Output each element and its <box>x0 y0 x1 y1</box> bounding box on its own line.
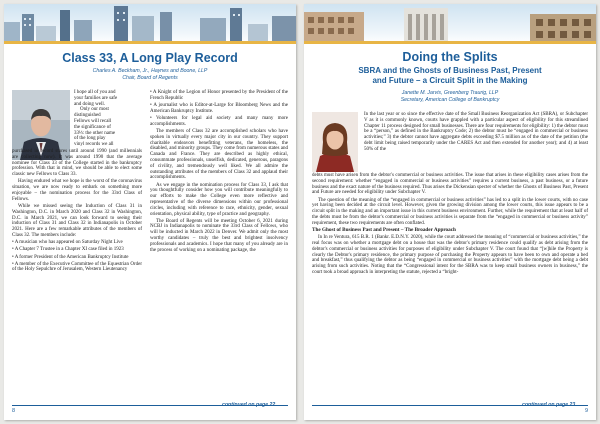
bullet-item: • A Chapter 7 Trustee in a Chapter XI case filed in 1923 <box>12 247 124 253</box>
article-byline <box>4 68 296 82</box>
paragraph: purchased in record stores until around 1990 (and millennials are collecting now). It was around 1990 that the average nominee for Class 33 of the College started in the bankruptcy profession. With that in mind, we should be able to elect some classic new Fellows to Class 33. <box>12 149 142 178</box>
wrap-line: vinyl records we all <box>74 142 114 148</box>
paragraph: The Board of Regents will be meeting October 6, 2021 during NCBJ in Indianapolis to nominate the 33rd Class of Fellows, who will be inducted in March 2022 in Denver. We admit only the most worthy candidates – truly the best and brightest insolvency professionals and academics. I hope that many of you already are in the process of working on a nominating package, the <box>150 218 288 253</box>
subtitle-line: and Future – a Circuit Split in the Making <box>372 76 528 85</box>
bullet-item: • A journalist who is Editor-at-Large for Bloomberg News and the American Bankruptcy Institute. <box>150 102 288 114</box>
article-subtitle <box>304 66 596 86</box>
wrap-line: Fellows will recall <box>74 118 112 124</box>
article-title: Doing the Splits <box>402 50 498 64</box>
skyline-illustration <box>4 4 296 44</box>
footer-rule <box>312 405 588 406</box>
article-title: Class 33, A Long Play Record <box>62 51 238 65</box>
left-column-2 <box>150 90 288 255</box>
footer-rule <box>12 405 288 406</box>
subtitle-line: SBRA and the Ghosts of Business Past, Present <box>358 66 542 75</box>
building-banner <box>304 4 596 44</box>
bullet-item: • Volunteers for legal aid society and many many more accomplishments. <box>150 115 288 127</box>
wrap-line: distinguished <box>74 113 101 119</box>
wrap-line: the significance of <box>74 124 111 130</box>
building-illustration <box>304 4 596 44</box>
wrap-line: Only our most <box>80 107 109 113</box>
right-page <box>304 4 596 420</box>
portrait-illustration <box>312 112 358 172</box>
paragraph: As we engage in the nomination process for Class 33, I ask that you thoughtfully consider how you will contribute meaningfully to our efforts to make the College even more reflective and representative of the diverse dimensions within our professional circles, including with reference to race, ethnicity, gender, sexual orientation, physical ability, type of practice and geography. <box>150 182 288 217</box>
city-skyline-banner <box>4 4 296 44</box>
author-role: Secretary, American College of Bankruptcy <box>400 97 500 103</box>
author-name: Janette M. Jarvis, Greenberg Traurig, LLP <box>401 90 499 96</box>
article-byline <box>304 90 596 104</box>
paragraph: debts must have arisen from the debtor's commercial or business activities. The issue that arises in these eligibility cases arises from the second requirement: whether “engaged in commercial or business activities” requires a current business, a past business, or a future business and the exact nature of the business required. Thus arises the Dickensian specter of whether the Ghosts of Business Past, Present and Future are needed for eligibility under Subchapter V. <box>312 173 588 196</box>
left-column-1 <box>12 149 142 275</box>
author-portrait <box>312 112 358 172</box>
intro-wrap-text <box>74 90 140 148</box>
wrap-line: and doing well. <box>74 101 105 107</box>
paragraph: The question of the meaning of the “engaged in commercial or business activities” has led to a split in the lower courts, with no case yet having been decided at the circuit level. However, given the growing division among the lower courts, this issue appears to be a circuit split in the making and an important issue in this current business environment. Further, while the requirement that at least half of the debts must be from the debtor's commercial or business activities is separate from the “engaged in commercial or business activity” requirement, these two requirements are often conflated. <box>312 197 588 226</box>
author-role: Chair, Board of Regents <box>122 75 178 81</box>
paragraph: Having endured what we hope is the worst of the coronavirus situation, we are now ready to embark on something more enjoyable – the nomination process for the 33rd Class of Fellows. <box>12 179 142 202</box>
paragraph: In In re Ventura, 615 B.R. 1 (Bankr. E.D.N.Y. 2020), while the court addressed the meaning of “commercial or business activities,” the real focus was on whether a mortgage debt on a house that was the debtor's primary residence could qualify as debt arising from the debtor's commercial or business activities for purposes of eligibility under Subchapter V. The court found that “[w]hile the Property is clearly the Debtor's primary residence, the primary purpose of purchasing the Property appears to have been to own and operate a bed and breakfast,” thus qualifying the debtor as being “engaged in commercial or business activities” with the mortgage debt being a debt arising from such activities. Noting that the “Congressional intent for the SBRA was to keep small business owners in business,” the court took a broad approach in interpreting the statute, rejected a “bright- <box>312 235 588 275</box>
paragraph: While we missed seeing the Induction of Class 31 in Washington, D.C. in March 2020 and Class 32 in Washington, D.C. in March 2021, we can look forward to seeing their induction of Class 31 and Class 32 in Indianapolis in October 2021. Here are a few remarkable attributes of the members of Class 32. The members include: <box>12 203 142 238</box>
paragraph: The members of Class 32 are accomplished scholars who have spoken in virtually every major city in our country. They support charitable endeavors benefitting veterans, the homeless, the disabled, and minority groups. They come from numerous states and Canada and France. They are described as highly ethical, consummate professionals, unselfish, dedicated, generous, paragons of civility, and tremendously well liked. We all admire the outstanding attributes of the members of Class 32 and applaud their accomplishments. <box>150 128 288 181</box>
wrap-line: of the long play <box>74 136 106 142</box>
bullet-item: • A musician who has appeared on Saturday Night Live <box>12 240 123 246</box>
intro-wrap-text: In the last year or so since the effective date of the Small Business Reorganization Act (SBRA), or Subchapter V as it is commonly known, courts have grappled with a particular aspect of eligibility for this streamlined Chapter 11 process designed for small businesses. There are four requirements for eligibility: 1) the debtor must be a “person,” as defined in the Bankruptcy Code; 2) the debtor must be “engaged in commercial or business activities;” 3) the debtor cannot have aggregate debts exceeding $7.5 million as of the date of the petition (the debt limit being raised temporarily under the CARES Act and then extended for another year); and 4) at least 50% of the <box>364 112 588 152</box>
bullet-item: • A Knight of the Legion of Honor presented by the President of the French Republic <box>150 90 288 101</box>
bullet-item: • A former President of the American Bankruptcy Institute <box>12 254 129 260</box>
wrap-line: 33⅓: the other name <box>74 130 116 136</box>
right-body <box>312 173 588 277</box>
wrap-line: your families are safe <box>74 95 118 101</box>
gold-strip <box>304 41 596 44</box>
gold-strip <box>4 41 296 44</box>
author-name: Charles A. Beckham, Jr., Haynes and Boone, LLP <box>92 68 208 74</box>
section-heading: The Ghost of Business Past and Present – The Broader Approach <box>312 226 456 233</box>
bullet-item: • A member of the Executive Committee of the Equestrian Order of the Holy Sepulchre of Jerusalem, Western Lieutenancy <box>12 261 142 273</box>
page-number: 9 <box>584 408 588 414</box>
page-number: 8 <box>12 408 16 414</box>
wrap-line: I hope all of you and <box>74 90 116 95</box>
left-page <box>4 4 296 420</box>
